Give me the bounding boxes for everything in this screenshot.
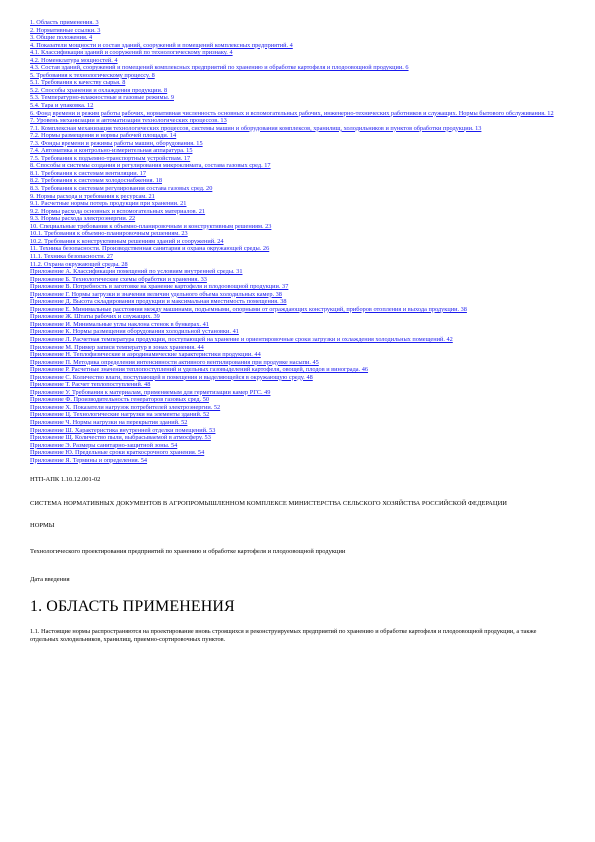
toc-link[interactable]: 8.3. Требования к системам регулирования состава газовых сред. 20 bbox=[30, 185, 213, 193]
toc-item bbox=[30, 328, 565, 336]
toc-link[interactable]: 10. Специальные требования к объемно-планировочным и конструктивным решениям. 23 bbox=[30, 222, 272, 230]
toc-link[interactable]: 7.1. Комплексная механизация технологических процессов, системы машин и оборудования комплексов, хранилищ, холодильников и пунктов обработки продукции. 13 bbox=[30, 124, 482, 132]
toc-item bbox=[30, 442, 565, 450]
toc-item bbox=[30, 72, 565, 80]
toc-link[interactable]: Приложение Ф. Производительность генераторов газовых сред. 50 bbox=[30, 396, 210, 404]
toc-item bbox=[30, 19, 565, 27]
toc-link[interactable]: 10.2. Требования к конструктивным решениям зданий и сооружений. 24 bbox=[30, 237, 224, 245]
toc-item bbox=[30, 87, 565, 95]
toc-link[interactable]: Приложение Ч. Нормы нагрузки на перекрытия зданий. 52 bbox=[30, 418, 188, 426]
toc-link[interactable]: Приложение М. Пример записи температур в зонах хранения. 44 bbox=[30, 343, 204, 351]
toc-item bbox=[30, 298, 565, 306]
toc-link[interactable]: 3. Общие положения. 4 bbox=[30, 34, 93, 42]
toc-item bbox=[30, 208, 565, 216]
toc-item bbox=[30, 366, 565, 374]
toc-link[interactable]: 11.1. Техника безопасности. 27 bbox=[30, 252, 114, 260]
toc-link[interactable]: Приложение У. Требования к материалам, применяемым для герметизации камер РГС. 49 bbox=[30, 388, 271, 396]
toc-item bbox=[30, 102, 565, 110]
toc-item bbox=[30, 177, 565, 185]
toc-link[interactable]: 2. Нормативные ссылки. 3 bbox=[30, 26, 101, 34]
toc-link[interactable]: 7.2. Нормы размещения и нормы рабочей площади. 14 bbox=[30, 132, 177, 140]
table-of-contents bbox=[30, 19, 565, 464]
toc-item bbox=[30, 344, 565, 352]
toc-item bbox=[30, 434, 565, 442]
toc-item bbox=[30, 147, 565, 155]
toc-item bbox=[30, 404, 565, 412]
toc-link[interactable]: Приложение Б. Технологические схемы обработки и хранения. 33 bbox=[30, 275, 207, 283]
document-page bbox=[30, 19, 565, 651]
document-system: СИСТЕМА НОРМАТИВНЫХ ДОКУМЕНТОВ В АГРОПРОМЫШЛЕННОМ КОМПЛЕКСЕ МИНИСТЕРСТВА СЕЛЬСКОГО ХОЗЯЙСТВА РОССИЙСКОЙ ФЕДЕРАЦИИ bbox=[30, 500, 507, 508]
toc-link[interactable]: Приложение Д. Высота складирования продукции и максимальная вместимость помещения. 38 bbox=[30, 298, 287, 306]
toc-link[interactable]: Приложение П. Методика определения интенсивности активного вентилирования при продувке насыпи. 45 bbox=[30, 358, 319, 366]
toc-item bbox=[30, 457, 565, 465]
document-subject: Технологического проектирования предприятий по хранению и обработке картофеля и плодоовощной продукции bbox=[30, 548, 346, 556]
toc-link[interactable]: Приложение Г. Нормы загрузки и значения величин удельного объема холодильных камер. 38 bbox=[30, 290, 282, 298]
toc-item bbox=[30, 94, 565, 102]
section-title: 1. ОБЛАСТЬ ПРИМЕНЕНИЯ bbox=[30, 598, 235, 616]
toc-item bbox=[30, 42, 565, 50]
toc-item bbox=[30, 238, 565, 246]
toc-link[interactable]: 5.1. Требования к качеству сырья. 8 bbox=[30, 79, 126, 87]
toc-item bbox=[30, 427, 565, 435]
toc-link[interactable]: Приложение Щ. Количество пыли, выбрасываемой в атмосферу. 53 bbox=[30, 434, 211, 442]
toc-item bbox=[30, 374, 565, 382]
toc-link[interactable]: 9.1. Расчетные нормы потерь продукции при хранении. 21 bbox=[30, 200, 187, 208]
toc-link[interactable]: Приложение А. Классификация помещений по условиям внутренней среды. 31 bbox=[30, 268, 243, 276]
toc-link[interactable]: 5.3. Температурно-влажностные и газовые режимы. 9 bbox=[30, 94, 174, 102]
toc-item bbox=[30, 359, 565, 367]
toc-item bbox=[30, 34, 565, 42]
toc-link[interactable]: Приложение Э. Размеры санитарно-защитной зоны. 54 bbox=[30, 441, 178, 449]
toc-link[interactable]: 7.5. Требования к подъемно-транспортным устройствам. 17 bbox=[30, 154, 191, 162]
toc-item bbox=[30, 200, 565, 208]
toc-item bbox=[30, 57, 565, 65]
toc-link[interactable]: 4.2. Номенклатура мощностей. 4 bbox=[30, 56, 118, 64]
toc-item bbox=[30, 49, 565, 57]
section-paragraph: 1.1. Настоящие нормы распространяются на проектирование вновь строящихся и реконструируемых предприятий по хранению и обработке картофеля и плодоовощной продукции, а также отдельных холодильников, хранилищ, приемно-сортировочных пунктов. bbox=[30, 628, 537, 644]
toc-link[interactable]: Приложение Р. Расчетные значения теплопоступлений и удельных газовыделений картофеля, овощей, плодов и винограда. 46 bbox=[30, 366, 369, 374]
toc-link[interactable]: 10.1. Требования к объемно-планировочным решениям. 23 bbox=[30, 230, 188, 238]
toc-link[interactable]: 7.4. Автоматика и контрольно-измерительная аппаратура. 15 bbox=[30, 147, 193, 155]
toc-link[interactable]: 8.2. Требования к системам холодоснабжения. 18 bbox=[30, 177, 162, 185]
toc-link[interactable]: 8.1. Требования к системам вентиляции. 17 bbox=[30, 169, 147, 177]
toc-item bbox=[30, 261, 565, 269]
document-type: НОРМЫ bbox=[30, 522, 55, 530]
toc-item bbox=[30, 140, 565, 148]
toc-link[interactable]: Приложение К. Нормы размещения оборудования холодильной установки. 41 bbox=[30, 328, 239, 336]
toc-item bbox=[30, 185, 565, 193]
toc-link[interactable]: 7.3. Фонды времени и режимы работы машин, оборудования. 15 bbox=[30, 139, 203, 147]
toc-item bbox=[30, 223, 565, 231]
toc-link[interactable]: 5.2. Способы хранения и охлаждения продукции. 8 bbox=[30, 86, 168, 94]
toc-link[interactable]: 1. Область применения. 3 bbox=[30, 19, 99, 26]
toc-item bbox=[30, 132, 565, 140]
toc-item bbox=[30, 155, 565, 163]
toc-link[interactable]: 4.1. Классификация зданий и сооружений по технологическому признаку. 4 bbox=[30, 49, 233, 57]
toc-link[interactable]: 8. Способы и системы создания и регулирования микроклимата, состава газовых сред. 17 bbox=[30, 162, 271, 170]
toc-link[interactable]: 9.2. Нормы расхода основных и вспомогательных материалов. 21 bbox=[30, 207, 206, 215]
toc-link[interactable]: Приложение Ц. Технологические нагрузки на элементы зданий. 52 bbox=[30, 411, 210, 419]
toc-link[interactable]: Приложение Х. Показатели нагрузок потребителей электроэнергии. 52 bbox=[30, 403, 221, 411]
toc-item bbox=[30, 268, 565, 276]
toc-item bbox=[30, 27, 565, 35]
toc-item bbox=[30, 64, 565, 72]
toc-item bbox=[30, 396, 565, 404]
toc-link[interactable]: Приложение Л. Расчетная температура продукции, поступающей на хранение и ориентировочные сроки загрузки и охлаждения холодильных помещений. 42 bbox=[30, 335, 453, 343]
toc-item bbox=[30, 321, 565, 329]
document-code: НТП-АПК 1.10.12.001-02 bbox=[30, 476, 101, 484]
toc-link[interactable]: Приложение В. Потребность в заготовке на хранение картофеля и плодоовощной продукции. 37 bbox=[30, 283, 289, 291]
toc-link[interactable]: Приложение Е. Минимальные расстояния между машинами, подъемными, опорными от ограждающих конструкций, приборов отопления и выхода продукции. 38 bbox=[30, 305, 467, 313]
toc-item bbox=[30, 117, 565, 125]
toc-item bbox=[30, 449, 565, 457]
toc-link[interactable]: 6. Фонд времени и режим работы рабочих, нормативная численность основных и вспомогательных рабочих, инженерно-технических работников и служащих. Нормы бытового обслуживания. 12 bbox=[30, 109, 554, 117]
toc-item bbox=[30, 253, 565, 261]
toc-link[interactable]: 5.4. Тара и упаковка. 12 bbox=[30, 102, 94, 110]
toc-link[interactable]: Приложение И. Минимальные углы наклона стенок в бункерах. 41 bbox=[30, 320, 209, 328]
toc-link[interactable]: Приложение Ж. Штаты рабочих и служащих. 39 bbox=[30, 313, 160, 321]
toc-item bbox=[30, 313, 565, 321]
toc-item bbox=[30, 283, 565, 291]
toc-item bbox=[30, 230, 565, 238]
toc-item bbox=[30, 381, 565, 389]
toc-item bbox=[30, 351, 565, 359]
toc-link[interactable]: 11.2. Охрана окружающей среды. 28 bbox=[30, 260, 128, 268]
toc-item bbox=[30, 245, 565, 253]
toc-item bbox=[30, 276, 565, 284]
toc-link[interactable]: Приложение Н. Теплофизические и аэродинамические характеристики продукции. 44 bbox=[30, 351, 261, 359]
toc-item bbox=[30, 291, 565, 299]
toc-link[interactable]: 4.3. Состав зданий, сооружений и помещений комплексных предприятий по хранению и обработке картофеля и плодоовощной продукции. 6 bbox=[30, 64, 409, 72]
toc-link[interactable]: 5. Требования к технологическому процессу. 8 bbox=[30, 71, 155, 79]
toc-link[interactable]: 11. Техника безопасности. Производственная санитария и охрана окружающей среды. 26 bbox=[30, 245, 270, 253]
toc-link[interactable]: 9.3. Нормы расхода электроэнергии. 22 bbox=[30, 215, 136, 223]
toc-link[interactable]: Приложение Ш. Характеристика внутренней отделки помещений. 53 bbox=[30, 426, 216, 434]
toc-item bbox=[30, 125, 565, 133]
toc-link[interactable]: Приложение Я. Термины и определения. 54 bbox=[30, 456, 148, 464]
toc-item bbox=[30, 419, 565, 427]
toc-link[interactable]: Приложение Ю. Предельные сроки краткосрочного хранения. 54 bbox=[30, 449, 205, 457]
toc-link[interactable]: Приложение С. Количество влаги, поступающей в помещения и выделяющейся в окружающую среду. 48 bbox=[30, 373, 313, 381]
toc-item bbox=[30, 170, 565, 178]
toc-link[interactable]: 9. Нормы расхода и требования к ресурсам. 21 bbox=[30, 192, 155, 200]
toc-item bbox=[30, 193, 565, 201]
toc-item bbox=[30, 336, 565, 344]
toc-item bbox=[30, 389, 565, 397]
toc-item bbox=[30, 215, 565, 223]
toc-item bbox=[30, 306, 565, 314]
toc-link[interactable]: 7. Уровень механизации и автоматизации технологических процессов. 13 bbox=[30, 117, 227, 125]
toc-item bbox=[30, 110, 565, 118]
toc-item bbox=[30, 411, 565, 419]
toc-item bbox=[30, 162, 565, 170]
date-label: Дата введения bbox=[30, 576, 70, 584]
toc-link[interactable]: Приложение Т. Расчет теплопоступлений. 48 bbox=[30, 381, 151, 389]
toc-item bbox=[30, 79, 565, 87]
toc-link[interactable]: 4. Показатели мощности и состав зданий, сооружений и помещений комплексных предприятий. 4 bbox=[30, 41, 293, 49]
